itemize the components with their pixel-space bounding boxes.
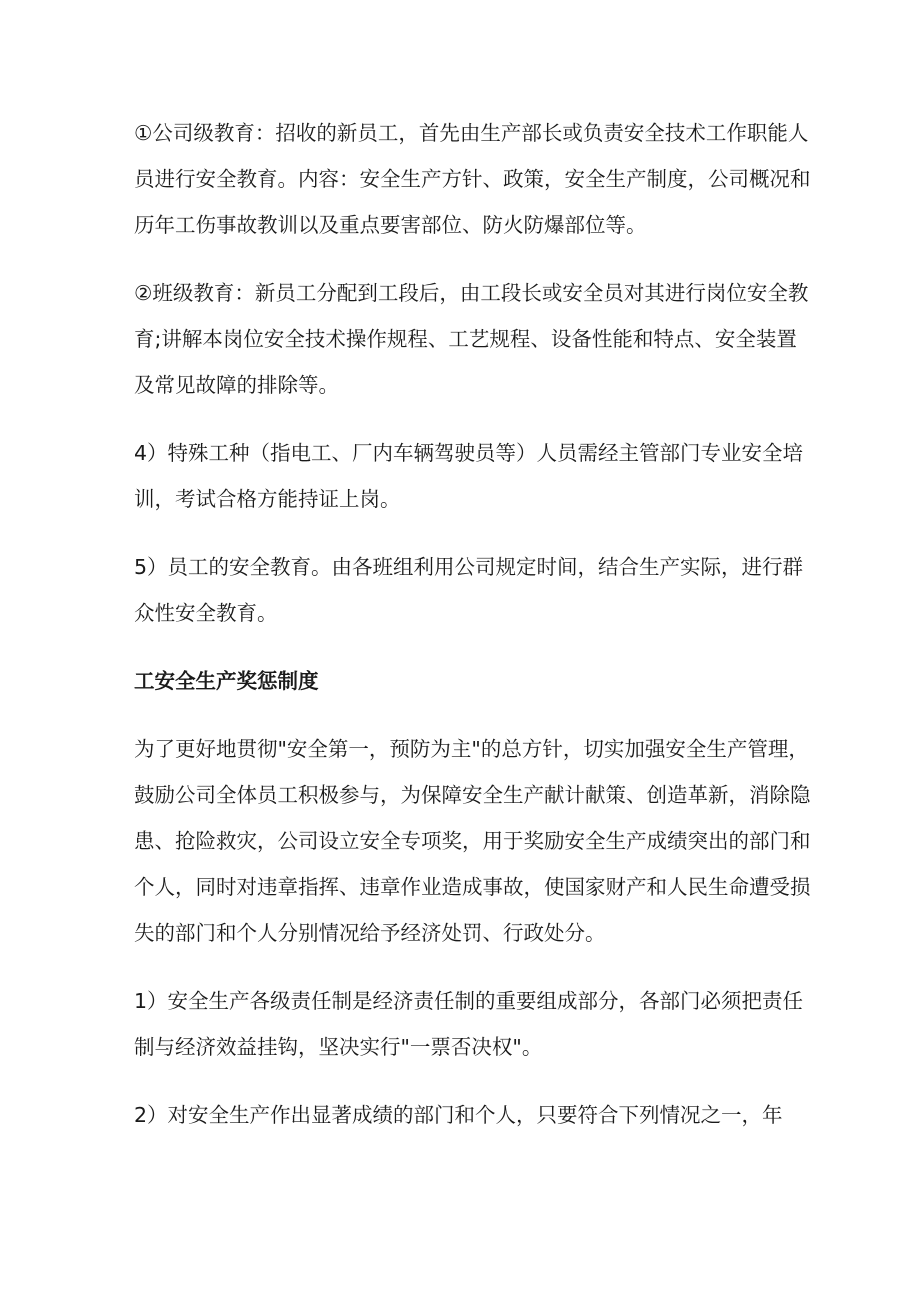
paragraph-employee-education: 5）员工的安全教育。由各班组利用公司规定时间，结合生产实际，进行群众性安全教育。 <box>134 555 804 625</box>
paragraph-reward-intro: 为了更好地贯彻"安全第一，预防为主"的总方针，切实加强安全生产管理，鼓励公司全体员工积极参与，为保障安全生产献计献策、创造革新，消除隐患、抢险救灾，公司设立安全专项奖，用于奖励安全生产成绩突出的部门和个人，同时对违章指挥、违章作业造成事故，使国家财产和人民生命遭受损失的部门和个人分别情况给予经济处罚、行政处分。 <box>134 737 811 945</box>
paragraph-special-workers: 4）特殊工种（指电工、厂内车辆驾驶员等）人员需经主管部门专业安全培训，考试合格方能持证上岗。 <box>134 441 804 511</box>
section-heading: 工安全生产奖惩制度 <box>134 669 319 693</box>
paragraph-rule-2: 2）对安全生产作出显著成绩的部门和个人，只要符合下列情况之一，年 <box>134 1103 783 1127</box>
document-body <box>134 110 814 1160</box>
paragraph-team-education: ②班级教育：新员工分配到工段后，由工段长或安全员对其进行岗位安全教育;讲解本岗位安全技术操作规程、工艺规程、设备性能和特点、安全装置及常见故障的排除等。 <box>134 281 809 397</box>
paragraph-company-education: ①公司级教育：招收的新员工，首先由生产部长或负责安全技术工作职能人员进行安全教育。内容：安全生产方针、政策，安全生产制度，公司概况和历年工伤事故教训以及重点要害部位、防火防爆部位等。 <box>134 121 811 237</box>
paragraph-rule-1: 1）安全生产各级责任制是经济责任制的重要组成部分，各部门必须把责任制与经济效益挂钩，坚决实行"一票否决权"。 <box>134 989 804 1059</box>
